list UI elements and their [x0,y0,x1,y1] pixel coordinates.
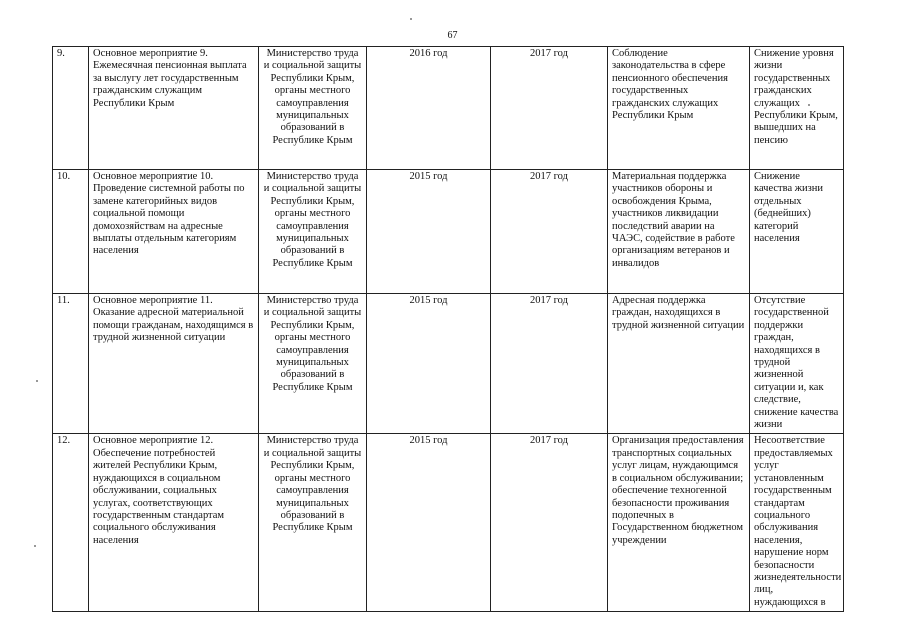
executor-cell: Министерство труда и социальной защиты Республики Крым, органы местного самоуправления муниципальных образований в Республике Крым [259,434,367,612]
start-year-cell: 2015 год [367,434,491,612]
event-cell: Основное мероприятие 12. Обеспечение потребностей жителей Республики Крым, нуждающихся в социальном обслуживании, социальных услугах, соответствующих государственным стандартам социального обслуживания населения [89,434,259,612]
scan-speck [808,104,810,106]
start-year-cell: 2015 год [367,294,491,434]
consequence-cell: Снижение качества жизни отдельных (беднейших) категорий населения [750,170,844,294]
table-row [53,434,844,612]
row-number: 10. [53,170,89,294]
measures-table [52,46,844,612]
scan-speck [410,18,412,20]
row-number: 11. [53,294,89,434]
scan-speck [34,545,36,547]
event-cell: Основное мероприятие 9. Ежемесячная пенсионная выплата за выслугу лет государственным гражданским служащим Республики Крым [89,47,259,170]
executor-cell: Министерство труда и социальной защиты Республики Крым, органы местного самоуправления муниципальных образований в Республике Крым [259,47,367,170]
consequence-cell: Несоответствие предоставляемых услуг установленным государственным стандартам социального обслуживания населения, нарушение норм безопасности жизнедеятельности лиц, нуждающихся в [750,434,844,612]
row-number: 9. [53,47,89,170]
expected-result-cell: Материальная поддержка участников обороны и освобождения Крыма, участников ликвидации последствий аварии на ЧАЭС, содействие в работе организациям ветеранов и инвалидов [608,170,750,294]
expected-result-cell: Соблюдение законодательства в сфере пенсионного обеспечения государственных гражданских служащих Республики Крым [608,47,750,170]
consequence-cell: Отсутствие государственной поддержки граждан, находящихся в трудной жизненной ситуации и, как следствие, снижение качества жизни [750,294,844,434]
start-year-cell: 2016 год [367,47,491,170]
expected-result-cell: Организация предоставления транспортных социальных услуг лицам, нуждающимся в социальном обслуживании; обеспечение техногенной безопасности проживания подопечных в Государственном бюджетном учреждении [608,434,750,612]
end-year-cell: 2017 год [491,294,608,434]
event-cell: Основное мероприятие 10. Проведение системной работы по замене категорийных видов социальной помощи домохозяйствам на адресные выплаты отдельным категориям населения [89,170,259,294]
table-row [53,47,844,170]
scan-speck [36,380,38,382]
executor-cell: Министерство труда и социальной защиты Республики Крым, органы местного самоуправления муниципальных образований в Республике Крым [259,170,367,294]
row-number: 12. [53,434,89,612]
end-year-cell: 2017 год [491,170,608,294]
consequence-cell: Снижение уровня жизни государственных гражданских служащих Республики Крым, вышедших на пенсию [750,47,844,170]
end-year-cell: 2017 год [491,434,608,612]
expected-result-cell: Адресная поддержка граждан, находящихся в трудной жизненной ситуации [608,294,750,434]
page-number: 67 [447,30,458,41]
table-row [53,294,844,434]
start-year-cell: 2015 год [367,170,491,294]
event-cell: Основное мероприятие 11. Оказание адресной материальной помощи гражданам, находящимся в трудной жизненной ситуации [89,294,259,434]
executor-cell: Министерство труда и социальной защиты Республики Крым, органы местного самоуправления муниципальных образований в Республике Крым [259,294,367,434]
end-year-cell: 2017 год [491,47,608,170]
table-row [53,170,844,294]
